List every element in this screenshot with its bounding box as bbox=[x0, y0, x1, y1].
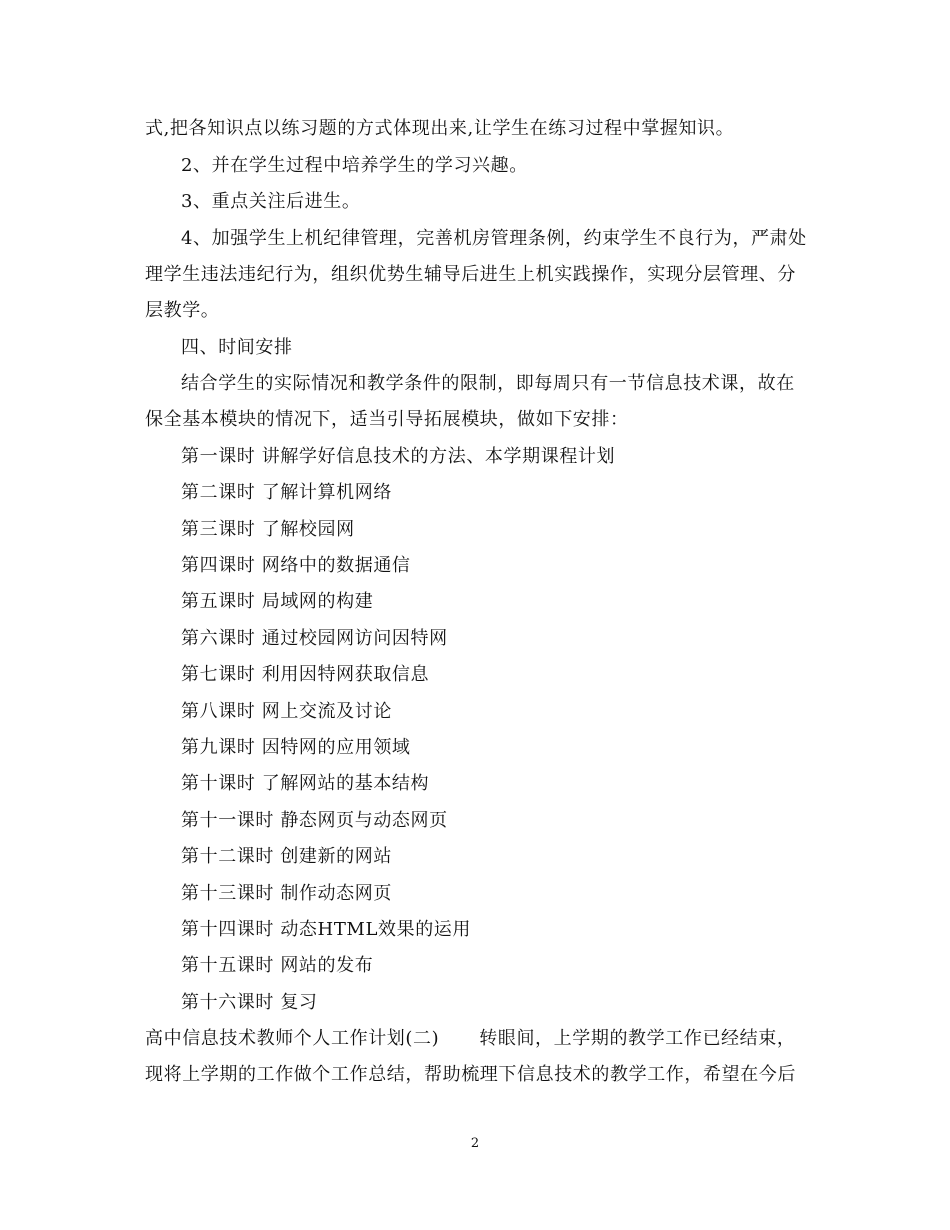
paragraph-line: 保全基本模块的情况下，适当引导拓展模块，做如下安排： bbox=[145, 409, 629, 430]
schedule-item: 第十五课时 网站的发布 bbox=[181, 955, 374, 976]
schedule-item: 第九课时 因特网的应用领域 bbox=[181, 737, 411, 758]
part-two-text: 转眼间，上学期的教学工作已经结束， bbox=[479, 1028, 796, 1049]
schedule-item: 第十六课时 复习 bbox=[181, 992, 318, 1013]
paragraph-line bbox=[145, 1027, 805, 1051]
section-heading: 四、时间安排 bbox=[181, 337, 293, 358]
schedule-item: 第二课时 了解计算机网络 bbox=[181, 482, 392, 503]
schedule-item: 第三课时 了解校园网 bbox=[181, 519, 355, 540]
paragraph-line: 结合学生的实际情况和教学条件的限制，即每周只有一节信息技术课，故在 bbox=[181, 373, 795, 394]
schedule-item: 第十课时 了解网站的基本结构 bbox=[181, 773, 430, 794]
schedule-item: 第十四课时 动态HTML效果的运用 bbox=[181, 919, 472, 940]
schedule-item: 第十二课时 创建新的网站 bbox=[181, 846, 392, 867]
list-item: 4、加强学生上机纪律管理，完善机房管理条例，约束学生不良行为，严肃处 bbox=[181, 228, 807, 249]
schedule-item: 第十三课时 制作动态网页 bbox=[181, 883, 392, 904]
paragraph-line: 理学生违法违纪行为，组织优势生辅导后进生上机实践操作，实现分层管理、分 bbox=[145, 264, 796, 285]
schedule-item: 第六课时 通过校园网访问因特网 bbox=[181, 628, 448, 649]
schedule-item: 第五课时 局域网的构建 bbox=[181, 591, 374, 612]
schedule-item: 第四课时 网络中的数据通信 bbox=[181, 555, 411, 576]
paragraph-line: 式,把各知识点以练习题的方式体现出来,让学生在练习过程中掌握知识。 bbox=[145, 118, 735, 139]
schedule-item: 第十一课时 静态网页与动态网页 bbox=[181, 810, 448, 831]
list-item: 2、并在学生过程中培养学生的学习兴趣。 bbox=[181, 155, 528, 176]
paragraph-line: 层教学。 bbox=[145, 300, 220, 321]
list-item: 3、重点关注后进生。 bbox=[181, 191, 361, 212]
schedule-item: 第八课时 网上交流及讨论 bbox=[181, 701, 392, 722]
page-number: 2 bbox=[470, 1136, 480, 1151]
part-two-title: 高中信息技术教师个人工作计划(二) bbox=[145, 1028, 440, 1049]
paragraph-line: 现将上学期的工作做个工作总结，帮助梳理下信息技术的教学工作，希望在今后 bbox=[145, 1064, 796, 1085]
schedule-item: 第一课时 讲解学好信息技术的方法、本学期课程计划 bbox=[181, 446, 616, 467]
schedule-item: 第七课时 利用因特网获取信息 bbox=[181, 664, 430, 685]
